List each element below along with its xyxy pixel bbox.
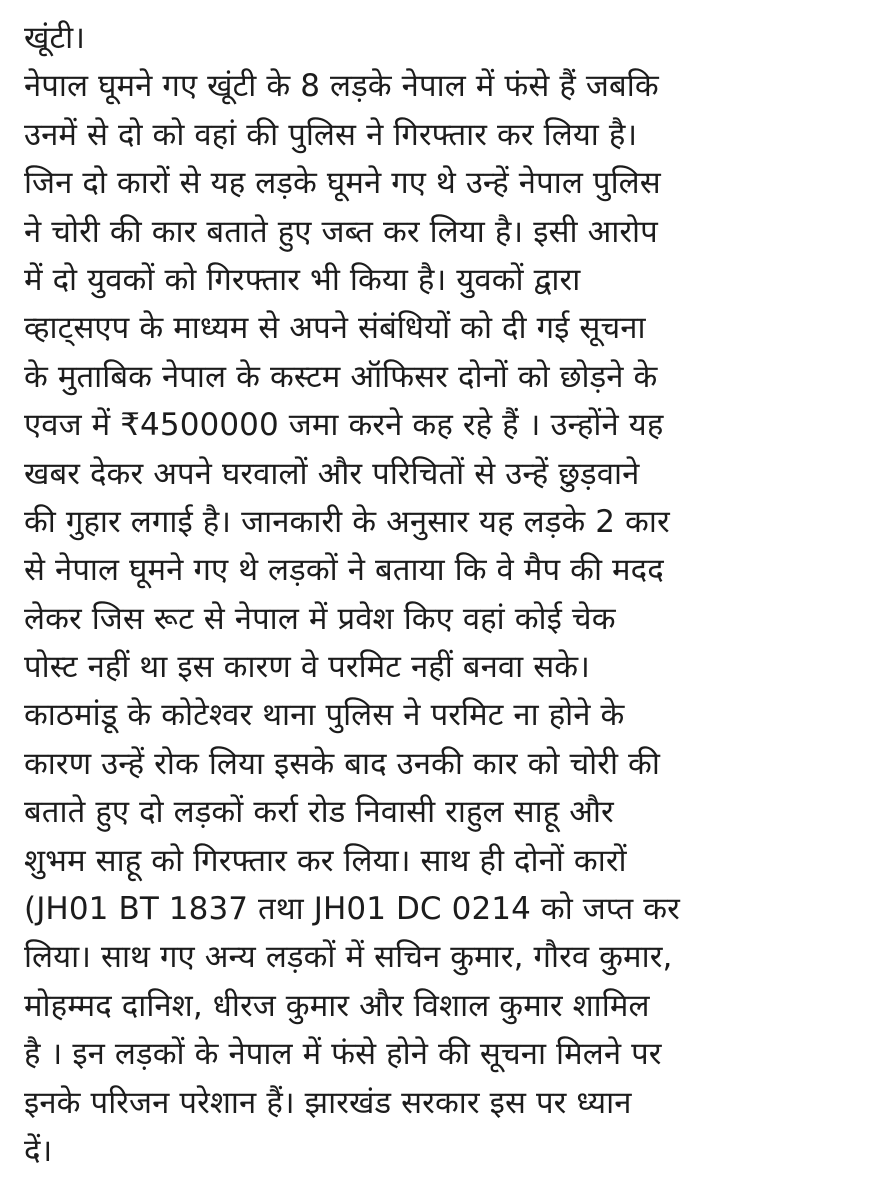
text-line: ने चोरी की कार बताते हुए जब्त कर लिया है। इसी आरोप bbox=[24, 213, 658, 250]
text-line: दें। bbox=[24, 1132, 53, 1169]
text-line: मोहम्मद दानिश, धीरज कुमार और विशाल कुमार शामिल bbox=[24, 987, 650, 1024]
text-line: की गुहार लगाई है। जानकारी के अनुसार यह लड़के 2 कार bbox=[24, 503, 670, 540]
text-line: खूंटी। bbox=[24, 20, 86, 56]
text-line: शुभम साहू को गिरफ्तार कर लिया। साथ ही दोनों कारों bbox=[24, 842, 627, 879]
text-line: कारण उन्हें रोक लिया इसके बाद उनकी कार को चोरी की bbox=[24, 745, 660, 782]
text-line: एवज में ₹4500000 जमा करने कह रहे हैं । उन्होंने यह bbox=[24, 407, 664, 444]
news-text-block bbox=[24, 14, 864, 1175]
text-line: जिन दो कारों से यह लड़के घूमने गए थे उन्हें नेपाल पुलिस bbox=[24, 165, 661, 202]
text-line: से नेपाल घूमने गए थे लड़कों ने बताया कि वे मैप की मदद bbox=[24, 552, 664, 589]
text-line: (JH01 BT 1837 तथा JH01 DC 0214 को जप्त कर bbox=[24, 891, 680, 928]
text-line: है । इन लड़कों के नेपाल में फंसे होने की सूचना मिलने पर bbox=[24, 1036, 662, 1073]
text-line: में दो युवकों को गिरफ्तार भी किया है। युवकों द्वारा bbox=[24, 261, 581, 298]
text-line: काठमांडू के कोटेश्वर थाना पुलिस ने परमिट ना होने के bbox=[24, 697, 625, 734]
text-line: नेपाल घूमने गए खूंटी के 8 लड़के नेपाल में फंसे हैं जबकि bbox=[24, 68, 659, 105]
text-line: के मुताबिक नेपाल के कस्टम ऑफिसर दोनों को छोड़ने के bbox=[24, 358, 658, 395]
text-line: इनके परिजन परेशान हैं। झारखंड सरकार इस पर ध्यान bbox=[24, 1084, 632, 1121]
text-line: बताते हुए दो लड़कों कर्रा रोड निवासी राहुल साहू और bbox=[24, 794, 614, 831]
text-line: खबर देकर अपने घरवालों और परिचितों से उन्हें छुड़वाने bbox=[24, 455, 640, 492]
text-line: लेकर जिस रूट से नेपाल में प्रवेश किए वहां कोई चेक bbox=[24, 600, 616, 637]
text-line: उनमें से दो को वहां की पुलिस ने गिरफ्तार कर लिया है। bbox=[24, 116, 638, 153]
text-line: लिया। साथ गए अन्य लड़कों में सचिन कुमार, गौरव कुमार, bbox=[24, 939, 673, 976]
text-line: पोस्ट नहीं था इस कारण वे परमिट नहीं बनवा सके। bbox=[24, 649, 591, 686]
text-line: व्हाट्सएप के माध्यम से अपने संबंधियों को दी गई सूचना bbox=[24, 310, 646, 347]
